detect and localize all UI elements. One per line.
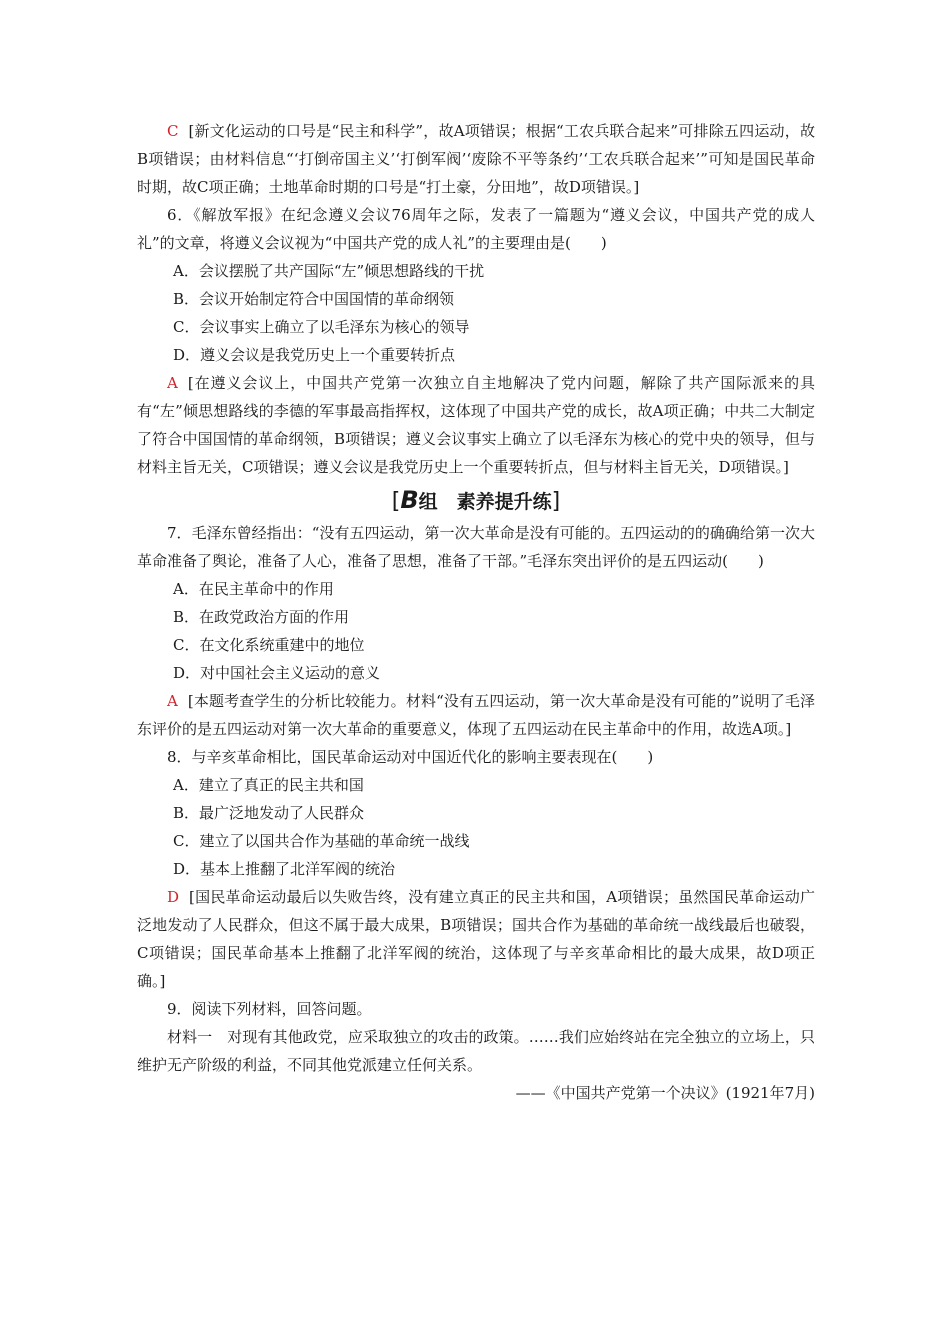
q9-stem: 9．阅读下列材料，回答问题。 — [167, 1000, 372, 1018]
q7-option-b: B．在政党政治方面的作用 — [173, 608, 350, 626]
document-page — [137, 117, 815, 1107]
section-letter: B — [400, 486, 419, 514]
q6-option-b: B．会议开始制定符合中国国情的革命纲领 — [173, 290, 455, 308]
answer-explanation: [本题考查学生的分析比较能力。材料“没有五四运动，第一次大革命是没有可能的”说明了毛泽东评价的是五四运动对第一次大革命的重要意义，体现了五四运动在民主革命中的作用，故选A项。] — [137, 692, 815, 738]
q6-option-d: D．遵义会议是我党历史上一个重要转折点 — [173, 346, 456, 364]
q7-answer — [137, 687, 815, 743]
answer-letter: C — [167, 122, 179, 140]
q7-stem: 7．毛泽东曾经指出：“没有五四运动，第一次大革命是没有可能的。五四运动的的确确给第一次大革命准备了舆论，准备了人心，准备了思想，准备了干部。”毛泽东突出评价的是五四运动( ) — [137, 524, 815, 570]
q7-option-a: A．在民主革命中的作用 — [173, 580, 334, 598]
q9-material-source: ——《中国共产党第一个决议》(1921年7月) — [515, 1084, 815, 1102]
q5-answer — [137, 117, 815, 201]
q7-option-c: C．在文化系统重建中的地位 — [173, 636, 365, 654]
answer-explanation: [国民革命运动最后以失败告终，没有建立真正的民主共和国，A项错误；虽然国民革命运动广泛地发动了人民群众，但这不属于最大成果，B项错误；国共合作为基础的革命统一战线最后也破裂，C项错误；国民革命基本上推翻了北洋军阀的统治，这体现了与辛亥革命相比的最大成果，故D项正确。] — [137, 888, 815, 990]
section-bracket-right: ] — [551, 489, 561, 514]
answer-letter: D — [167, 888, 180, 906]
q6-answer — [137, 369, 815, 481]
q8-option-c: C．建立了以国共合作为基础的革命统一战线 — [173, 832, 470, 850]
answer-letter: A — [167, 692, 178, 710]
q8-option-a: A．建立了真正的民主共和国 — [173, 776, 364, 794]
section-heading — [137, 485, 815, 517]
q7-option-d: D．对中国社会主义运动的意义 — [173, 664, 381, 682]
answer-explanation: [在遵义会议上，中国共产党第一次独立自主地解决了党内问题，解除了共产国际派来的具有“左”倾思想路线的李德的军事最高指挥权，这体现了中国共产党的成长，故A项正确；中共二大制定了符合中国国情的革命纲领，B项错误；遵义会议事实上确立了以毛泽东为核心的党中央的领导，但与材料主旨无关，C项错误；遵义会议是我党历史上一个重要转折点，但与材料主旨无关，D项错误。] — [137, 374, 815, 476]
q6-stem: 6．《解放军报》在纪念遵义会议76周年之际，发表了一篇题为“遵义会议，中国共产党的成人礼”的文章，将遵义会议视为“中国共产党的成人礼”的主要理由是( ) — [137, 206, 815, 252]
q8-option-b: B．最广泛地发动了人民群众 — [173, 804, 365, 822]
answer-explanation: [新文化运动的口号是“民主和科学”，故A项错误；根据“工农兵联合起来”可排除五四运动，故B项错误；由材料信息“‘打倒帝国主义’‘打倒军阀’‘废除不平等条约’‘工农兵联合起来’”可知是国民革命时期，故C项正确；土地革命时期的口号是“打土豪，分田地”，故D项错误。] — [137, 122, 815, 196]
q6-option-a: A．会议摆脱了共产国际“左”倾思想路线的干扰 — [173, 262, 485, 280]
answer-letter: A — [167, 374, 178, 392]
section-bracket-left: [ — [391, 489, 401, 514]
q8-answer — [137, 883, 815, 995]
q8-stem: 8．与辛亥革命相比，国民革命运动对中国近代化的影响主要表现在( ) — [167, 748, 654, 766]
q6-option-c: C．会议事实上确立了以毛泽东为核心的领导 — [173, 318, 470, 336]
q9-material-1: 材料一 对现有其他政党，应采取独立的攻击的政策。……我们应始终站在完全独立的立场上，只维护无产阶级的利益，不同其他党派建立任何关系。 — [137, 1028, 815, 1074]
section-title: 组 素养提升练 — [418, 491, 552, 513]
q8-option-d: D．基本上推翻了北洋军阀的统治 — [173, 860, 396, 878]
